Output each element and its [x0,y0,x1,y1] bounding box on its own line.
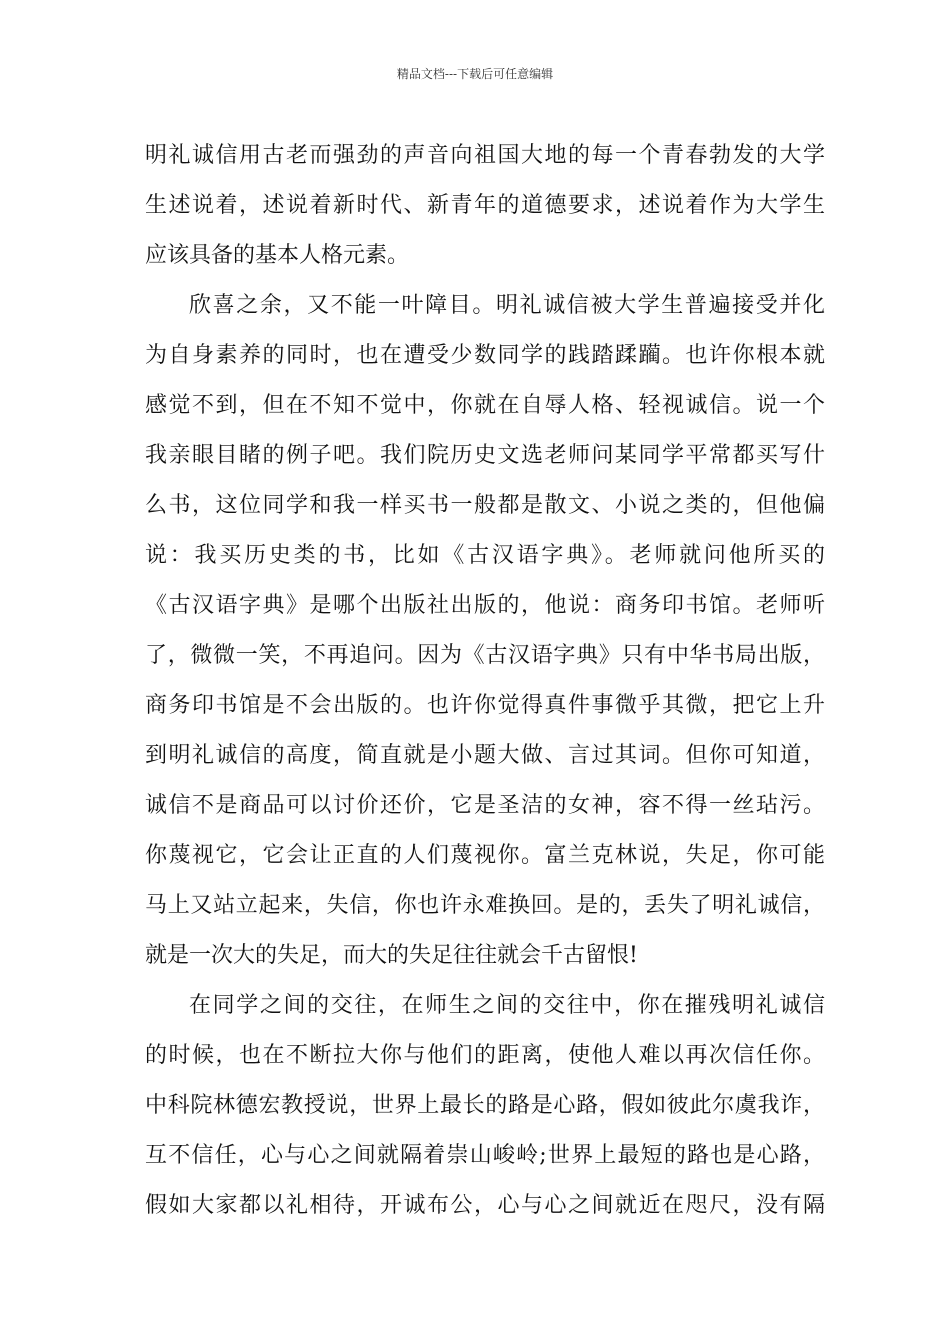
text-line: 假如大家都以礼相待，开诚布公，心与心之间就近在咫尺，没有隔 [145,1193,825,1218]
text-line: 欣喜之余，又不能一叶障目。明礼诚信被大学生普遍接受并化 [189,293,825,318]
text-line: 《古汉语字典》是哪个出版社出版的，他说：商务印书馆。老师听 [145,593,825,618]
document-body [145,131,825,1231]
paragraph-1 [145,131,825,281]
page-header: 精品文档---下载后可任意编辑 [396,67,554,81]
paragraph-2 [145,281,825,981]
text-line: 商务印书馆是不会出版的。也许你觉得真件事微乎其微，把它上升 [145,693,825,718]
text-line: 生述说着，述说着新时代、新青年的道德要求，述说着作为大学生 [145,193,825,218]
text-line: 互不信任，心与心之间就隔着崇山峻岭;世界上最短的路也是心路， [145,1143,825,1168]
text-line: 为自身素养的同时，也在遭受少数同学的践踏蹂躏。也许你根本就 [145,343,825,368]
text-line: 么书，这位同学和我一样买书一般都是散文、小说之类的，但他偏 [145,493,825,518]
text-line: 马上又站立起来，失信，你也许永难换回。是的，丢失了明礼诚信， [145,893,825,918]
text-line: 明礼诚信用古老而强劲的声音向祖国大地的每一个青春勃发的大学 [145,143,825,168]
text-line: 中科院林德宏教授说，世界上最长的路是心路，假如彼此尔虞我诈， [145,1093,825,1118]
text-line: 你蔑视它，它会让正直的人们蔑视你。富兰克林说，失足，你可能 [145,843,825,868]
text-line: 应该具备的基本人格元素。 [145,243,410,268]
text-line: 感觉不到，但在不知不觉中，你就在自辱人格、轻视诚信。说一个 [145,393,825,418]
text-line: 到明礼诚信的高度，简直就是小题大做、言过其词。但你可知道， [145,743,825,768]
text-line: 诚信不是商品可以讨价还价，它是圣洁的女神，容不得一丝玷污。 [145,793,825,818]
text-line: 就是一次大的失足，而大的失足往往就会千古留恨! [145,943,638,968]
text-line: 我亲眼目睹的例子吧。我们院历史文选老师问某同学平常都买写什 [145,443,825,468]
paragraph-3 [145,981,825,1231]
text-line: 了，微微一笑，不再追问。因为《古汉语字典》只有中华书局出版， [145,643,825,668]
text-line: 的时候，也在不断拉大你与他们的距离，使他人难以再次信任你。 [145,1043,825,1068]
text-line: 说：我买历史类的书，比如《古汉语字典》。老师就问他所买的 [145,543,825,568]
text-line: 在同学之间的交往，在师生之间的交往中，你在摧残明礼诚信 [189,993,825,1018]
